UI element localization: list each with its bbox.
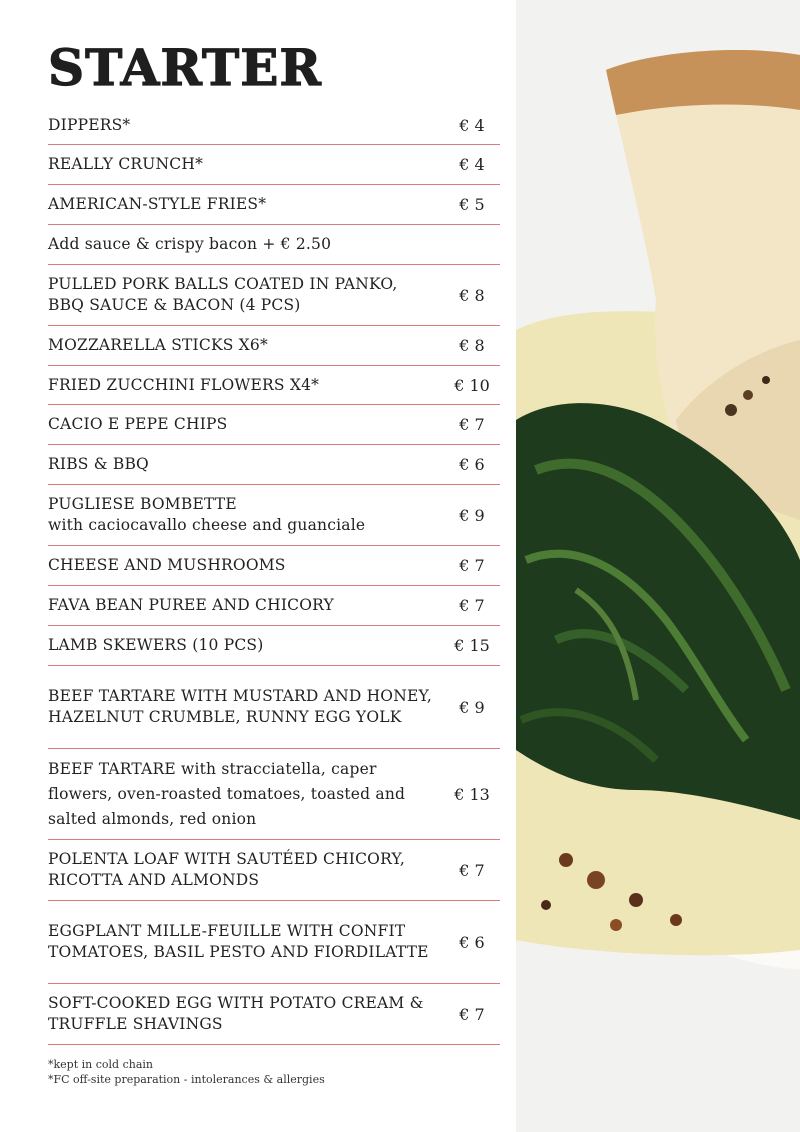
menu-item: [48, 984, 500, 1045]
food-photo: [516, 0, 800, 1132]
item-price: € 7: [459, 556, 485, 575]
menu-item: [48, 265, 500, 326]
menu-item: [48, 485, 500, 546]
item-price: € 6: [459, 932, 485, 952]
item-description: with caciocavallo cheese and guanciale: [48, 516, 366, 534]
item-price: € 9: [459, 697, 485, 717]
menu-item: [48, 185, 500, 225]
menu-item: [48, 366, 500, 405]
item-price: € 9: [459, 505, 485, 525]
item-price: € 6: [459, 455, 485, 474]
item-name: RIBS & BBQ: [48, 455, 149, 473]
item-name: DIPPERS*: [48, 115, 131, 134]
item-name: CACIO E PEPE CHIPS: [48, 415, 228, 433]
item-price: € 13: [454, 784, 490, 804]
menu-item: [48, 546, 500, 586]
item-name: SOFT-COOKED EGG WITH POTATO CREAM & TRUFFLE SHAVINGS: [48, 994, 424, 1033]
item-price: € 10: [454, 375, 490, 395]
item-name: BEEF TARTARE WITH MUSTARD AND HONEY, HAZELNUT CRUMBLE, RUNNY EGG YOLK: [48, 687, 433, 726]
item-price: € 8: [459, 336, 485, 355]
item-price: € 5: [459, 195, 485, 214]
item-title: PUGLIESE BOMBETTE: [48, 495, 237, 513]
menu-item: [48, 326, 500, 366]
item-price: € 4: [459, 115, 485, 135]
item-price: € 7: [459, 860, 485, 880]
menu-item: [48, 586, 500, 626]
item-price: € 7: [459, 596, 485, 615]
menu-item: [48, 106, 500, 145]
item-name: LAMB SKEWERS (10 PCS): [48, 636, 264, 654]
menu-item: [48, 225, 500, 265]
item-name: [48, 494, 444, 536]
item-price: € 4: [459, 155, 485, 174]
menu-item-list: [48, 106, 500, 1045]
item-name: MOZZARELLA STICKS X6*: [48, 336, 268, 354]
menu-item: [48, 666, 500, 749]
footnote-allergies: *FC off-site preparation - intolerances & allergies: [48, 1073, 325, 1086]
item-price: € 7: [459, 1004, 485, 1024]
menu-item: [48, 626, 500, 666]
menu-item: [48, 901, 500, 984]
item-price: € 15: [454, 636, 490, 655]
menu-item: [48, 405, 500, 445]
item-name: CHEESE AND MUSHROOMS: [48, 556, 286, 574]
food-photo-illustration: [516, 0, 800, 1132]
item-name: BEEF TARTARE with stracciatella, caper flowers, oven-roasted tomatoes, toasted and salted almonds, red onion: [48, 759, 406, 828]
item-name: Add sauce & crispy bacon + € 2.50: [48, 235, 332, 253]
item-name: POLENTA LOAF WITH SAUTÉED CHICORY, RICOTTA AND ALMONDS: [48, 850, 406, 889]
menu-item: [48, 840, 500, 901]
item-name: PULLED PORK BALLS COATED IN PANKO, BBQ SAUCE & BACON (4 PCS): [48, 275, 398, 314]
menu-item: [48, 445, 500, 485]
item-price: € 8: [459, 285, 485, 305]
menu-title: STARTER: [48, 38, 322, 97]
menu-item: [48, 145, 500, 185]
item-name: EGGPLANT MILLE-FEUILLE WITH CONFIT TOMATOES, BASIL PESTO AND FIORDILATTE: [48, 922, 429, 961]
item-price: € 7: [459, 415, 485, 434]
footnote-cold-chain: *kept in cold chain: [48, 1058, 153, 1071]
item-name: FRIED ZUCCHINI FLOWERS X4*: [48, 375, 320, 394]
footnotes: [48, 1057, 325, 1087]
item-name: AMERICAN-STYLE FRIES*: [48, 195, 267, 213]
item-name: FAVA BEAN PUREE AND CHICORY: [48, 596, 334, 614]
menu-item: [48, 749, 500, 840]
item-name: REALLY CRUNCH*: [48, 155, 204, 173]
